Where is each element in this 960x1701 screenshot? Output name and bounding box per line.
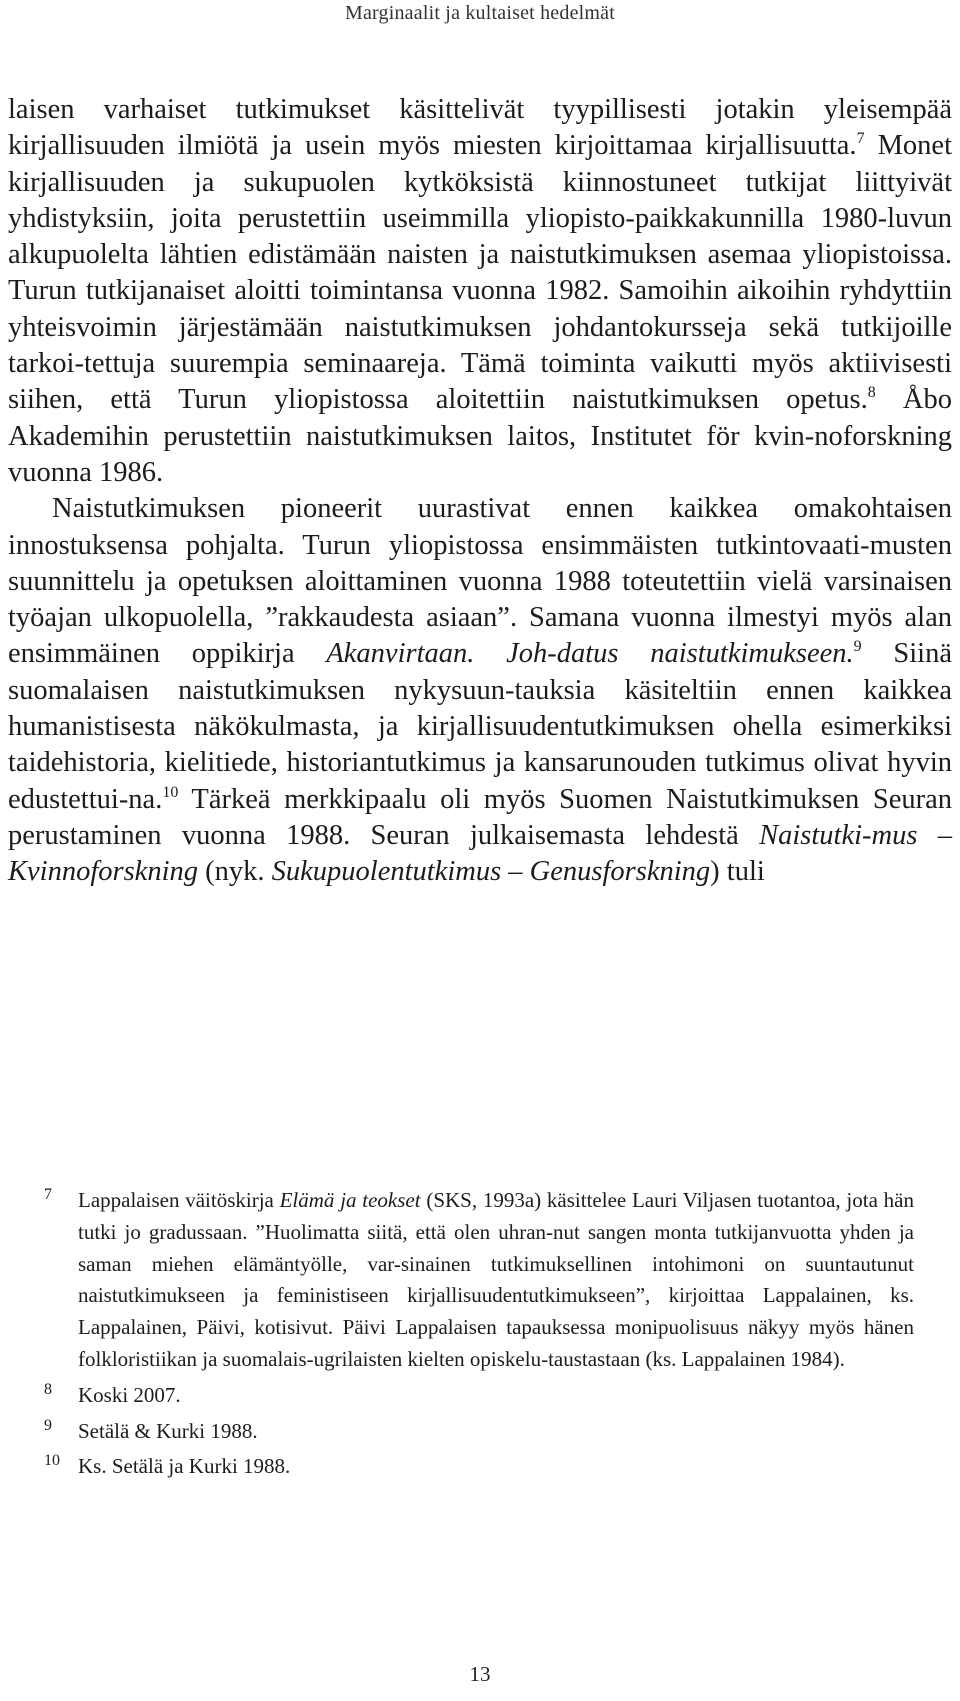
footnote-ref: 8 xyxy=(867,384,876,402)
footnote-text: Ks. Setälä ja Kurki 1988. xyxy=(78,1454,291,1479)
running-head: Marginaalit ja kultaiset hedelmät xyxy=(344,2,616,24)
footnote-italic: Elämä ja teokset xyxy=(279,1188,421,1212)
footnote xyxy=(44,1185,914,1376)
footnote xyxy=(44,1380,914,1412)
paragraph xyxy=(8,92,952,491)
text-run: Naistutkimuksen pioneerit uurastivat ennen kaikkea omakohtaisen innostuksensa pohjalta. Turun yliopistossa ensimmäisten tutkintovaati-musten suunnittelu ja opetuksen aloittaminen vuonna 1988 toteutettiin vielä varsinaisen työajan ulkopuolella, ”rakkaudesta asiaan”. Samana vuonna ilmestyi myös alan ensimmäinen oppikirja xyxy=(8,493,952,670)
footnote-number: 8 xyxy=(44,1380,52,1398)
footnote-ref: 10 xyxy=(162,783,179,801)
footnote xyxy=(44,1451,914,1483)
footnote-number: 9 xyxy=(44,1416,52,1434)
footnote-text: Setälä & Kurki 1988. xyxy=(78,1418,258,1443)
text-run: Tärkeä merkkipaalu oli myös Suomen Naistutkimuksen Seuran perustaminen vuonna 1988. Seuran julkaisemasta lehdestä xyxy=(8,783,952,851)
footnote-number: 10 xyxy=(44,1452,60,1470)
footnote-text: (SKS, 1993a) käsittelee Lauri Viljasen tuotantoa, jota hän tutki jo gradussaan. ”Huolimatta siitä, että olen uhran-nut sangen monta tutkijanvuotta yhden ja saman miehen elämäntyölle, var-sinainen tutkimuksellinen intohimoni on suuntautunut naistutkimukseen ja feministiseen kirjallisuudentutkimukseen”, kirjoittaa Lappalainen, ks. Lappalainen, Päivi, kotisivut. Päivi Lappalaisen tapauksessa monipuolisuus näkyy myös hänen folkloristiikan ja suomalais-ugrilaisten kielten opiskelu-taustastaan (ks. Lappalainen 1984). xyxy=(78,1188,914,1371)
paragraph xyxy=(8,491,952,890)
italic-title: Sukupuolentutkimus – Genusforskning xyxy=(271,856,711,888)
footnote-number: 7 xyxy=(44,1186,52,1203)
footnote-ref: 7 xyxy=(856,130,865,148)
text-run: (nyk. xyxy=(198,856,272,888)
italic-title: Akanvirtaan. Joh-datus naistutkimukseen. xyxy=(326,638,854,670)
page-number: 13 xyxy=(469,1662,491,1686)
footnote-text: Koski 2007. xyxy=(78,1382,181,1407)
footnote xyxy=(44,1416,914,1448)
text-run: Monet kirjallisuuden ja sukupuolen kytköksistä kiinnostuneet tutkijat liittyivät yhdistyksiin, joita perustettiin useimmilla yliopisto-paikkakunnilla 1980-luvun alkupuolelta lähtien edistämään naisten ja naistutkimuksen asemaa yliopistoissa. Turun tutkijanaiset aloitti toimintansa vuonna 1982. Samoihin aikoihin ryhdyttiin yhteisvoimin järjestämään naistutkimuksen johdantokursseja sekä tutkijoille tarkoi-tettuja suurempia seminaareja. Tämä toiminta vaikutti myös aktiivisesti siihen, että Turun yliopistossa aloitettiin naistutkimuksen opetus. xyxy=(8,130,952,416)
body-text xyxy=(8,92,952,891)
text-run: laisen varhaiset tutkimukset käsittelivät tyypillisesti jotakin yleisempää kirjallisuuden ilmiötä ja usein myös miesten kirjoittamaa kirjallisuutta. xyxy=(8,94,952,162)
text-run: Åbo Akademihin perustettiin naistutkimuksen laitos, Institutet för kvin-noforskning vuonna 1986. xyxy=(8,384,952,488)
footnote-text: Lappalaisen väitöskirja xyxy=(78,1188,280,1212)
italic-title: Naistutki-mus – Kvinnoforskning xyxy=(8,819,952,888)
text-run: ) tuli xyxy=(710,856,765,888)
footnote-ref: 9 xyxy=(853,638,862,656)
text-run: Siinä suomalaisen naistutkimuksen nykysuun-tauksia käsiteltiin ennen kaikkea humanistisesta näkökulmasta, ja kirjallisuudentutkimuksen ohella esimerkiksi taidehistoria, kielitiede, historiantutkimus ja kansarunouden tutkimus olivat hyvin edustettui-na. xyxy=(8,638,953,815)
footnotes xyxy=(44,1185,914,1487)
